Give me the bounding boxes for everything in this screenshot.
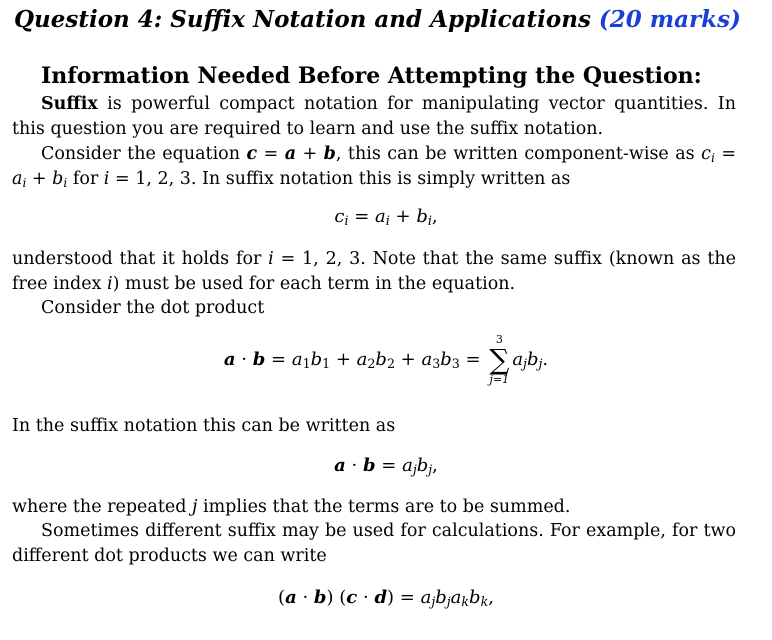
summation-sigma: ∑ xyxy=(489,343,510,376)
free-index-text-1: understood that it holds for xyxy=(12,249,269,269)
summation-upper-limit: 3 xyxy=(495,333,503,346)
question-title-text: Question 4: Suffix Notation and Applications xyxy=(14,6,591,33)
summation xyxy=(489,334,509,386)
free-index-text-2: . Note that the same suffix (known as the free index xyxy=(12,249,736,294)
paragraph-dot-product: Consider the dot product xyxy=(41,298,265,318)
question-title xyxy=(14,6,741,33)
summation-lower-limit: j=1 xyxy=(489,373,510,386)
equation-dot-product-suffix: $a \cdot b = a_jb_j$, xyxy=(334,455,438,478)
component-text-2: , this can be written component-wise as xyxy=(335,144,702,164)
component-text-1: Consider the equation xyxy=(41,144,247,164)
paragraph-component-wise: Consider the equation c = a + b, this can be written component-wise as $c_i = a_i + b_i$ for i = 1, 2, 3. In suffix notation this is simply written as xyxy=(12,144,736,191)
paragraph-free-index: understood that it holds for i = 1, 2, 3. Note that the same suffix (known as the free index i) must be used for each term in the equation. xyxy=(12,249,736,294)
paragraph-suffix-intro xyxy=(12,92,736,142)
equation-two-dot-products: (a · b) $(c \cdot d) = a_jb_ja_kb_k$, xyxy=(278,587,494,610)
repeated-text-2: implies that the terms are to be summed. xyxy=(197,497,571,517)
component-text-3: for xyxy=(67,169,104,189)
paragraph-different-suffix: Sometimes different suffix may be used for calculations. For example, for two different dot products we can write xyxy=(12,521,736,566)
paragraph-repeated-index: where the repeated j implies that the terms are to be summed. xyxy=(12,497,571,517)
free-index-text-3: ) must be used for each term in the equation. xyxy=(112,274,516,294)
equation-suffix-sum: $c_i = a_i + b_i$, xyxy=(334,206,438,229)
paragraph-suffix-form: In the suffix notation this can be written as xyxy=(12,416,396,436)
component-text-4: . In suffix notation this is simply written as xyxy=(190,169,571,189)
repeated-text-1: where the repeated xyxy=(12,497,192,517)
section-heading: Information Needed Before Attempting the Question: xyxy=(41,63,702,89)
question-marks: (20 marks) xyxy=(598,6,741,33)
suffix-bold-term: Suffix xyxy=(41,94,98,114)
equation-dot-product-expansion: $a \cdot b = a_1b_1 + a_2b_2 + a_3b_3$ = 3 ∑ j=1 $a_jb_j$. xyxy=(223,333,549,386)
suffix-intro-text: is powerful compact notation for manipulating vector quantities. In this question you are required to learn and use the suffix notation. xyxy=(12,94,736,139)
